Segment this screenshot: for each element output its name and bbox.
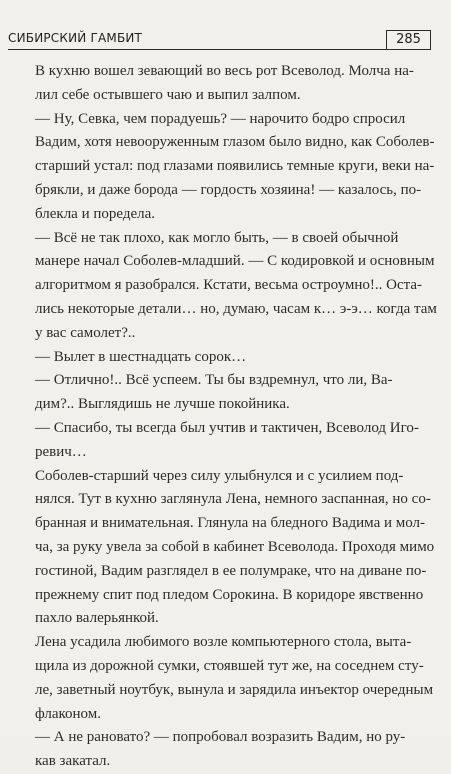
- text-line: нялся. Тут в кухню заглянула Лена, немного заспанная, но со-: [35, 491, 431, 508]
- text-line: Соболев-старший через силу улыбнулся и с усилием под-: [35, 467, 404, 484]
- page-number: 285: [386, 30, 431, 49]
- paragraph: [35, 465, 435, 632]
- paragraph: [35, 369, 424, 417]
- text-line: ревич…: [35, 443, 87, 460]
- text-line: алгоритмом я разобрался. Кстати, весьма остроумно!.. Оста-: [35, 277, 423, 294]
- paragraph: [35, 108, 435, 227]
- text-line: — Вылет в шестнадцать сорок…: [35, 348, 247, 365]
- running-header: [8, 30, 431, 50]
- text-line: манере начал Соболев-младший. — С кодировкой и основным: [35, 253, 435, 270]
- text-line: — Спасибо, ты всегда был учтив и тактичен, Всеволод Иго-: [35, 419, 419, 436]
- paragraph: [35, 346, 424, 370]
- text-line: В кухню вошел зевающий во весь рот Всеволод. Молча на-: [35, 63, 414, 79]
- text-line: прежнему спит под пледом Сорокина. В коридоре явственно: [35, 586, 424, 603]
- text-line: флаконом.: [35, 705, 101, 722]
- text-line: — Всё не так плохо, как могло быть, — в своей обычной: [35, 229, 399, 246]
- text-line: ча, за руку увела за собой в кабинет Всеволода. Проходя мимо: [35, 538, 435, 555]
- text-line: Вадим, хотя невооруженным глазом было видно, как Соболев-: [35, 134, 435, 151]
- text-line: гостиной, Вадим разглядел в ее полумраке, что на диване по-: [35, 562, 427, 579]
- text-line: у вас самолет?..: [35, 324, 136, 341]
- text-line: брякли, и даже борода — гордость хозяина! — казалось, по-: [35, 181, 422, 198]
- paragraph: [35, 60, 424, 108]
- text-line: бранная и внимательная. Глянула на бледного Вадима и мол-: [35, 515, 426, 532]
- text-line: Лена усадила любимого возле компьютерного стола, выта-: [35, 634, 412, 651]
- paragraph: [35, 417, 424, 465]
- text-line: старший устал: под глазами появились темные круги, веки на-: [35, 158, 435, 175]
- text-line: пахло валерьянкой.: [35, 610, 159, 627]
- text-line: — Отлично!.. Всё успеем. Ты бы вздремнул, что ли, Ва-: [35, 372, 393, 389]
- text-line: лись некоторые детали… но, думаю, часам к… э-э… когда там: [35, 300, 437, 317]
- paragraph: [35, 227, 437, 346]
- text-line: щила из дорожной сумки, стоявшей тут же, на соседнем сту-: [35, 657, 424, 674]
- header-rule: [8, 49, 431, 50]
- text-line: ле, заветный ноутбук, вынула и зарядила инъектор очередным: [35, 681, 434, 698]
- text-line: лил себе остывшего чаю и выпил залпом.: [35, 86, 301, 103]
- paragraph: [35, 726, 424, 774]
- book-title: СИБИРСКИЙ ГАМБИТ: [8, 31, 143, 45]
- text-line: блекла и поредела.: [35, 205, 156, 222]
- text-line: — Ну, Севка, чем порадуешь? — нарочито бодро спросил: [35, 110, 406, 127]
- text-line: — А не рановато? — попробовал возразить Вадим, но ру-: [35, 729, 406, 746]
- text-line: кав закатал.: [35, 753, 111, 770]
- text-line: дим?.. Выглядишь не лучше покойника.: [35, 396, 290, 413]
- paragraph: [35, 631, 434, 726]
- body-text: [35, 60, 437, 774]
